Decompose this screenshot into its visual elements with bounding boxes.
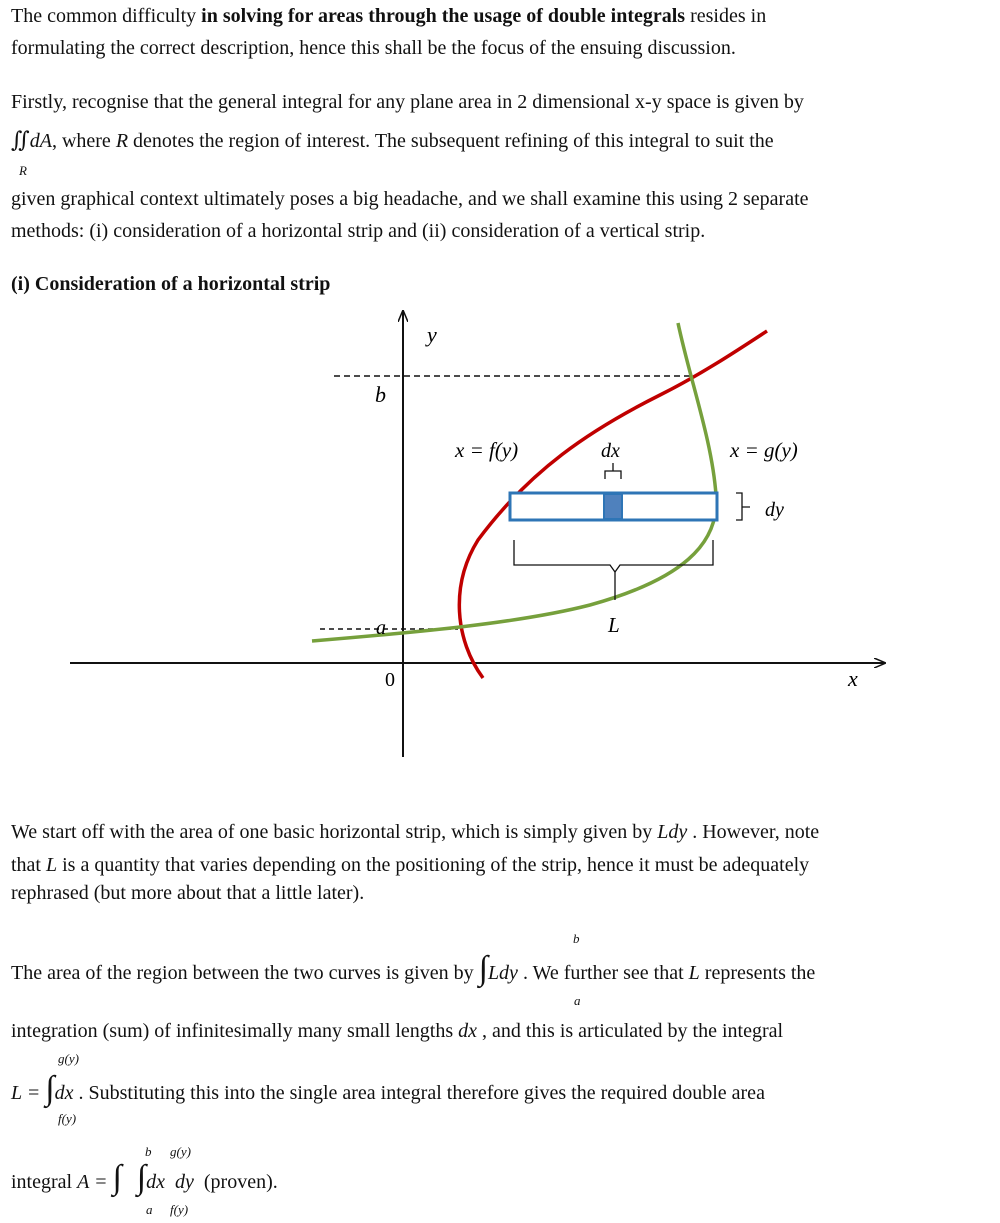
b-label: b (375, 382, 386, 407)
dx-element (604, 494, 622, 519)
para4-text-b: . We further see that (517, 962, 689, 984)
y-axis-label: y (427, 322, 437, 347)
para4-line2-a: integration (sum) of infinitesimally many small lengths (11, 1020, 459, 1042)
inner-lower-limit: f(y) (170, 1202, 189, 1217)
dx-term: dx (458, 1020, 478, 1042)
outer-lower-limit: a (146, 1202, 153, 1217)
para1-line2: formulating the correct description, hence this shall be the focus of the ensuing discussion. (11, 37, 736, 59)
para4-line3 (11, 1070, 765, 1107)
final-suffix: (proven). (193, 1171, 278, 1193)
dx-label: dx (601, 440, 620, 462)
para2-line2 (11, 128, 774, 153)
para3-text-b: . However, note (687, 821, 820, 843)
para3-line3: rephrased (but more about that a little later). (11, 882, 365, 904)
f-curve-label: x = f(y) (455, 438, 519, 462)
para2-line4: methods: (i) consideration of a horizontal strip and (ii) consideration of a vertical strip. (11, 220, 706, 242)
para2-line3: given graphical context ultimately poses a big headache, and we shall examine this using 2 separate (11, 188, 809, 210)
R-term: R (115, 130, 129, 152)
para3-text-a: We start off with the area of one basic horizontal strip, which is simply given by (11, 821, 658, 843)
g-curve-label: x = g(y) (730, 438, 798, 462)
int1-upper-limit: b (573, 931, 580, 946)
para4-line2-b: , and this is articulated by the integral (477, 1020, 784, 1042)
para1-line1 (11, 4, 766, 28)
double-integral-symbol: ∬ (11, 127, 30, 152)
inner-upper-limit: g(y) (170, 1144, 191, 1159)
dx-bracket (605, 463, 621, 479)
L-term-2: L (688, 962, 700, 984)
L-equals: L = (11, 1082, 41, 1104)
int2-upper-limit: g(y) (58, 1051, 79, 1066)
outer-integral-symbol: ∫ (112, 1159, 122, 1196)
para4-line1 (11, 950, 816, 987)
dy-label: dy (765, 499, 784, 521)
para4-text-c: represents the (699, 962, 816, 984)
para1-text-b: resides in (685, 5, 767, 27)
a-label: a (376, 617, 386, 639)
para1-text-a: The common difficulty (11, 5, 202, 27)
int1-lower-limit: a (574, 993, 581, 1008)
para2-mid: , where (51, 130, 116, 152)
final-prefix: integral (11, 1171, 78, 1193)
para4-line3-b: . Substituting this into the single area integral therefore gives the required double area (73, 1082, 765, 1104)
para3-line1 (11, 820, 819, 844)
para4-line2 (11, 1019, 783, 1043)
int2-lower-limit: f(y) (58, 1111, 77, 1126)
para3-line2-a: that (11, 854, 46, 876)
horizontal-strip-figure (0, 300, 1000, 770)
integral-symbol-1: ∫ (478, 950, 488, 987)
A-equals: A = (77, 1171, 108, 1193)
para4-text-a: The area of the region between the two curves is given by (11, 962, 479, 984)
Ldy-term: Ldy (657, 821, 688, 843)
outer-upper-limit: b (145, 1144, 152, 1159)
dA-term: dA (29, 130, 52, 152)
inner-integral-symbol: ∫ (136, 1159, 147, 1196)
section-heading: (i) Consideration of a horizontal strip (11, 273, 331, 295)
integral-symbol-2: ∫ (45, 1070, 55, 1107)
para3-line2 (11, 853, 809, 877)
para2-end: denotes the region of interest. The subsequent refining of this integral to suit the (128, 130, 774, 152)
green-curve-g (312, 323, 716, 641)
region-subscript: R (19, 163, 27, 178)
L-label: L (608, 613, 620, 637)
para1-bold: in solving for areas through the usage of double integrals (201, 5, 686, 27)
L-term: L (46, 854, 58, 876)
x-axis-label: x (848, 666, 858, 691)
dy-brace (736, 493, 750, 520)
final-body: dx dy (146, 1171, 194, 1193)
para3-line2-b: is a quantity that varies depending on the positioning of the strip, hence it must be adequately (57, 854, 810, 876)
int2-body: dx (54, 1082, 74, 1104)
para2-line1: Firstly, recognise that the general integral for any plane area in 2 dimensional x-y space is given by (11, 91, 804, 113)
L-brace (514, 540, 713, 572)
origin-label: 0 (385, 669, 395, 691)
Ldy-term-2: Ldy (487, 962, 518, 984)
final-equation (11, 1159, 278, 1196)
